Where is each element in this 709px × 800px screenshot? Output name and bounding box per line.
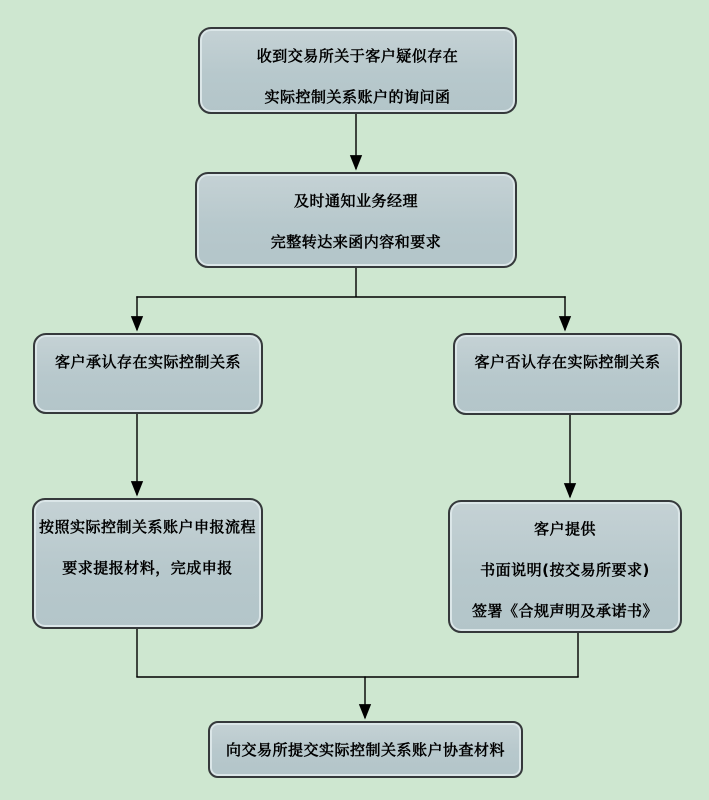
node-text-line: 客户提供	[533, 520, 596, 538]
node-client-denies-relationship	[453, 333, 682, 415]
node-follow-reporting-process	[32, 498, 263, 629]
node-text-line: 实际控制关系账户的询问函	[264, 88, 451, 106]
node-notify-business-manager	[195, 172, 517, 268]
node-client-admits-relationship	[33, 333, 263, 414]
node-text-line: 完整转达来函内容和要求	[270, 233, 442, 251]
node-text-line: 收到交易所关于客户疑似存在	[256, 47, 459, 65]
node-text-line: 书面说明(按交易所要求)	[480, 561, 650, 579]
node-exchange-inquiry-received	[198, 27, 517, 114]
node-text-line: 要求提报材料，完成申报	[62, 559, 233, 577]
node-text-line: 客户承认存在实际控制关系	[54, 353, 241, 371]
node-text-line: 客户否认存在实际控制关系	[474, 353, 661, 371]
node-text-line: 签署《合规声明及承诺书》	[471, 602, 658, 620]
node-submit-materials-to-exchange	[208, 721, 523, 778]
node-client-provides-statement	[448, 500, 682, 633]
node-text-line: 向交易所提交实际控制关系账户协查材料	[225, 741, 505, 759]
node-text-line: 按照实际控制关系账户申报流程	[38, 518, 256, 536]
node-text-line: 及时通知业务经理	[293, 192, 418, 210]
